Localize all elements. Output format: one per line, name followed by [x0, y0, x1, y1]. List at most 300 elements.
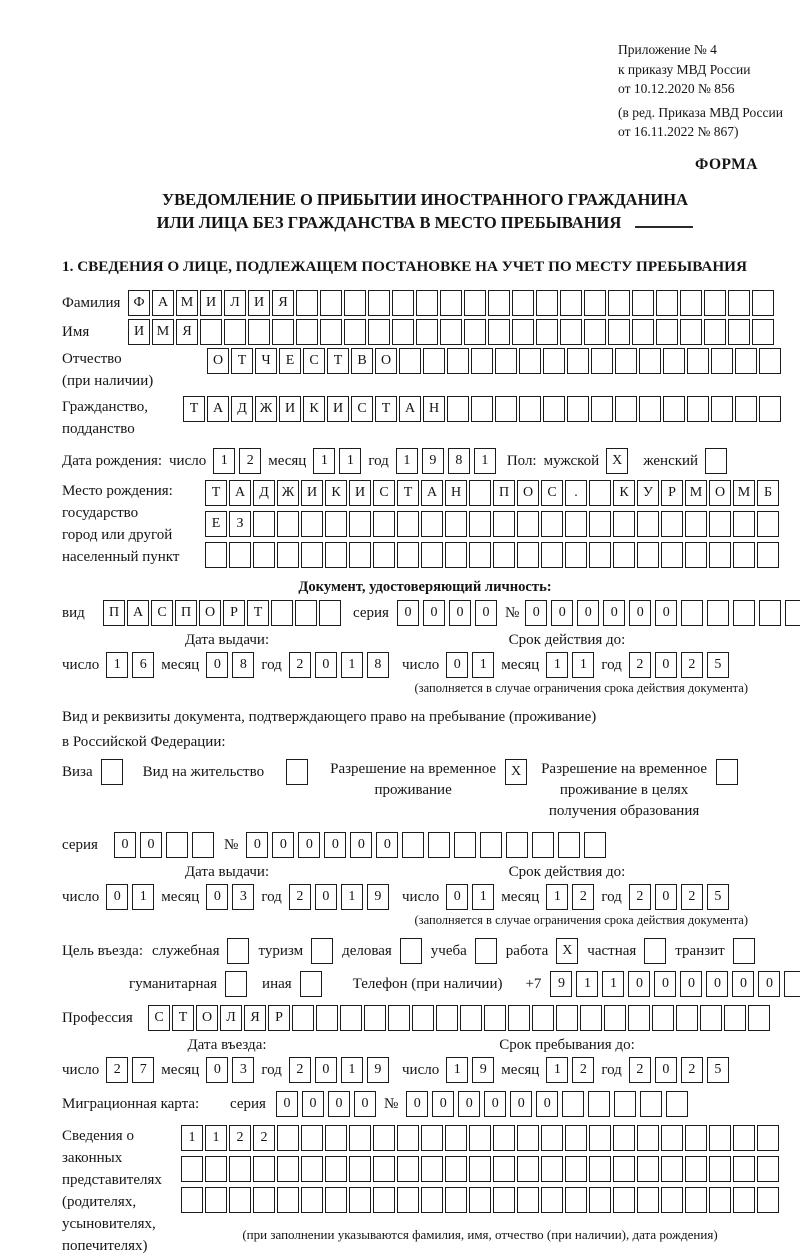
char-cell[interactable]	[565, 1156, 587, 1182]
char-cell[interactable]	[325, 1187, 347, 1213]
char-cell[interactable]: Т	[397, 480, 419, 506]
char-cell[interactable]	[632, 319, 654, 345]
char-cell[interactable]	[480, 832, 502, 858]
representatives-cells-1[interactable]	[181, 1125, 779, 1151]
char-cell[interactable]	[759, 600, 781, 626]
char-cell[interactable]	[506, 832, 528, 858]
char-cell[interactable]: 1	[339, 448, 361, 474]
char-cell[interactable]	[349, 1125, 371, 1151]
char-cell[interactable]: 0	[206, 1057, 228, 1083]
char-cell[interactable]: Т	[183, 396, 205, 422]
sex-female-checkbox[interactable]	[705, 448, 727, 474]
char-cell[interactable]	[484, 1005, 506, 1031]
char-cell[interactable]: 0	[206, 884, 228, 910]
char-cell[interactable]: К	[303, 396, 325, 422]
char-cell[interactable]	[543, 348, 565, 374]
stay-issue-month-cells[interactable]	[206, 884, 254, 910]
char-cell[interactable]	[757, 511, 779, 537]
char-cell[interactable]	[656, 319, 678, 345]
char-cell[interactable]	[229, 542, 251, 568]
char-cell[interactable]: 0	[272, 832, 294, 858]
birth-day-cells[interactable]	[213, 448, 261, 474]
char-cell[interactable]: 2	[629, 1057, 651, 1083]
char-cell[interactable]	[464, 319, 486, 345]
char-cell[interactable]	[748, 1005, 770, 1031]
char-cell[interactable]	[517, 542, 539, 568]
char-cell[interactable]	[687, 396, 709, 422]
char-cell[interactable]	[536, 319, 558, 345]
char-cell[interactable]	[373, 1156, 395, 1182]
char-cell[interactable]	[301, 1156, 323, 1182]
profession-cells[interactable]	[148, 1005, 770, 1031]
char-cell[interactable]	[639, 348, 661, 374]
char-cell[interactable]	[661, 511, 683, 537]
char-cell[interactable]: 3	[232, 1057, 254, 1083]
char-cell[interactable]	[733, 1156, 755, 1182]
citizenship-cells[interactable]	[183, 396, 781, 422]
char-cell[interactable]	[687, 348, 709, 374]
char-cell[interactable]: 0	[628, 971, 650, 997]
char-cell[interactable]	[421, 511, 443, 537]
char-cell[interactable]	[488, 319, 510, 345]
char-cell[interactable]: С	[373, 480, 395, 506]
char-cell[interactable]: 0	[655, 600, 677, 626]
char-cell[interactable]	[733, 1187, 755, 1213]
char-cell[interactable]: П	[103, 600, 125, 626]
birth-year-cells[interactable]	[396, 448, 496, 474]
char-cell[interactable]: 0	[655, 1057, 677, 1083]
char-cell[interactable]	[584, 832, 606, 858]
char-cell[interactable]	[181, 1156, 203, 1182]
char-cell[interactable]	[253, 542, 275, 568]
char-cell[interactable]	[320, 319, 342, 345]
char-cell[interactable]: К	[613, 480, 635, 506]
char-cell[interactable]	[661, 1125, 683, 1151]
char-cell[interactable]	[493, 1125, 515, 1151]
char-cell[interactable]: Р	[223, 600, 245, 626]
char-cell[interactable]	[325, 1156, 347, 1182]
char-cell[interactable]: 2	[239, 448, 261, 474]
char-cell[interactable]	[565, 1187, 587, 1213]
char-cell[interactable]	[709, 1187, 731, 1213]
char-cell[interactable]	[613, 1125, 635, 1151]
char-cell[interactable]: 0	[106, 884, 128, 910]
purpose-study-checkbox[interactable]	[475, 938, 497, 964]
char-cell[interactable]: 0	[376, 832, 398, 858]
char-cell[interactable]	[685, 1125, 707, 1151]
char-cell[interactable]	[325, 542, 347, 568]
char-cell[interactable]	[728, 319, 750, 345]
migration-number-cells[interactable]	[406, 1091, 688, 1117]
char-cell[interactable]: А	[399, 396, 421, 422]
char-cell[interactable]	[397, 542, 419, 568]
id-issue-month-cells[interactable]	[206, 652, 254, 678]
char-cell[interactable]	[205, 1156, 227, 1182]
char-cell[interactable]: 1	[396, 448, 418, 474]
char-cell[interactable]: Д	[253, 480, 275, 506]
char-cell[interactable]: 2	[681, 652, 703, 678]
char-cell[interactable]: 0	[475, 600, 497, 626]
char-cell[interactable]	[277, 511, 299, 537]
stay-doc-series-cells[interactable]	[114, 832, 214, 858]
char-cell[interactable]: П	[493, 480, 515, 506]
char-cell[interactable]	[541, 1187, 563, 1213]
char-cell[interactable]: 2	[229, 1125, 251, 1151]
migration-series-cells[interactable]	[276, 1091, 376, 1117]
temp-residence-edu-checkbox[interactable]	[716, 759, 738, 785]
char-cell[interactable]	[541, 511, 563, 537]
char-cell[interactable]: 0	[246, 832, 268, 858]
char-cell[interactable]	[319, 600, 341, 626]
char-cell[interactable]	[166, 832, 188, 858]
char-cell[interactable]	[397, 511, 419, 537]
char-cell[interactable]	[589, 1156, 611, 1182]
char-cell[interactable]: 1	[341, 652, 363, 678]
char-cell[interactable]	[728, 290, 750, 316]
char-cell[interactable]	[493, 1187, 515, 1213]
id-doc-kind-cells[interactable]	[103, 600, 341, 626]
char-cell[interactable]	[685, 511, 707, 537]
char-cell[interactable]	[440, 319, 462, 345]
char-cell[interactable]	[469, 1187, 491, 1213]
char-cell[interactable]: 1	[181, 1125, 203, 1151]
char-cell[interactable]	[447, 396, 469, 422]
char-cell[interactable]	[471, 396, 493, 422]
char-cell[interactable]	[565, 1125, 587, 1151]
char-cell[interactable]: 0	[432, 1091, 454, 1117]
char-cell[interactable]	[493, 542, 515, 568]
char-cell[interactable]: Я	[244, 1005, 266, 1031]
char-cell[interactable]: 2	[681, 884, 703, 910]
char-cell[interactable]	[399, 348, 421, 374]
char-cell[interactable]	[663, 348, 685, 374]
char-cell[interactable]: 0	[315, 652, 337, 678]
char-cell[interactable]: Б	[757, 480, 779, 506]
char-cell[interactable]	[325, 1125, 347, 1151]
char-cell[interactable]: 2	[289, 884, 311, 910]
char-cell[interactable]	[397, 1187, 419, 1213]
char-cell[interactable]	[541, 1156, 563, 1182]
char-cell[interactable]	[532, 1005, 554, 1031]
char-cell[interactable]: Т	[205, 480, 227, 506]
char-cell[interactable]	[560, 290, 582, 316]
char-cell[interactable]: У	[637, 480, 659, 506]
char-cell[interactable]: 0	[536, 1091, 558, 1117]
char-cell[interactable]: 9	[550, 971, 572, 997]
char-cell[interactable]	[661, 1187, 683, 1213]
char-cell[interactable]: О	[517, 480, 539, 506]
char-cell[interactable]: .	[565, 480, 587, 506]
char-cell[interactable]	[733, 542, 755, 568]
entry-year-cells[interactable]	[289, 1057, 389, 1083]
id-issue-day-cells[interactable]	[106, 652, 154, 678]
char-cell[interactable]: Н	[423, 396, 445, 422]
char-cell[interactable]: 6	[132, 652, 154, 678]
char-cell[interactable]	[181, 1187, 203, 1213]
char-cell[interactable]: 2	[289, 652, 311, 678]
char-cell[interactable]	[205, 1187, 227, 1213]
char-cell[interactable]	[493, 511, 515, 537]
char-cell[interactable]	[666, 1091, 688, 1117]
char-cell[interactable]: 1	[602, 971, 624, 997]
char-cell[interactable]	[613, 1187, 635, 1213]
stay-until-month-cells[interactable]	[546, 1057, 594, 1083]
surname-cells[interactable]	[128, 290, 774, 316]
char-cell[interactable]: Р	[661, 480, 683, 506]
char-cell[interactable]: 0	[406, 1091, 428, 1117]
char-cell[interactable]: И	[301, 480, 323, 506]
char-cell[interactable]	[344, 319, 366, 345]
purpose-work-checkbox[interactable]: X	[556, 938, 578, 964]
temp-residence-checkbox[interactable]: X	[505, 759, 527, 785]
char-cell[interactable]	[637, 1156, 659, 1182]
char-cell[interactable]	[661, 542, 683, 568]
char-cell[interactable]	[680, 319, 702, 345]
char-cell[interactable]: С	[351, 396, 373, 422]
char-cell[interactable]	[392, 319, 414, 345]
char-cell[interactable]	[373, 1187, 395, 1213]
char-cell[interactable]	[512, 319, 534, 345]
char-cell[interactable]	[733, 1125, 755, 1151]
char-cell[interactable]: 0	[629, 600, 651, 626]
char-cell[interactable]: Ч	[255, 348, 277, 374]
char-cell[interactable]	[604, 1005, 626, 1031]
char-cell[interactable]: 0	[446, 652, 468, 678]
char-cell[interactable]	[349, 511, 371, 537]
char-cell[interactable]	[192, 832, 214, 858]
char-cell[interactable]: 1	[205, 1125, 227, 1151]
char-cell[interactable]: 0	[449, 600, 471, 626]
char-cell[interactable]	[277, 1187, 299, 1213]
char-cell[interactable]: 1	[546, 1057, 568, 1083]
char-cell[interactable]: 9	[367, 1057, 389, 1083]
char-cell[interactable]	[608, 319, 630, 345]
char-cell[interactable]: Я	[176, 319, 198, 345]
char-cell[interactable]: 8	[448, 448, 470, 474]
char-cell[interactable]: 1	[572, 652, 594, 678]
char-cell[interactable]	[253, 1187, 275, 1213]
char-cell[interactable]	[735, 348, 757, 374]
char-cell[interactable]: З	[229, 511, 251, 537]
char-cell[interactable]	[661, 1156, 683, 1182]
char-cell[interactable]	[752, 319, 774, 345]
char-cell[interactable]: Я	[272, 290, 294, 316]
char-cell[interactable]	[397, 1156, 419, 1182]
char-cell[interactable]: 2	[572, 884, 594, 910]
char-cell[interactable]	[454, 832, 476, 858]
char-cell[interactable]	[460, 1005, 482, 1031]
stay-doc-number-cells[interactable]	[246, 832, 606, 858]
char-cell[interactable]	[447, 348, 469, 374]
char-cell[interactable]: Т	[375, 396, 397, 422]
char-cell[interactable]	[663, 396, 685, 422]
char-cell[interactable]	[680, 290, 702, 316]
char-cell[interactable]: 2	[681, 1057, 703, 1083]
char-cell[interactable]	[271, 600, 293, 626]
char-cell[interactable]	[613, 542, 635, 568]
char-cell[interactable]	[757, 1125, 779, 1151]
char-cell[interactable]	[200, 319, 222, 345]
char-cell[interactable]: 1	[474, 448, 496, 474]
char-cell[interactable]: Ж	[255, 396, 277, 422]
char-cell[interactable]: 1	[546, 652, 568, 678]
char-cell[interactable]	[224, 319, 246, 345]
char-cell[interactable]	[301, 1187, 323, 1213]
char-cell[interactable]	[562, 1091, 584, 1117]
char-cell[interactable]	[711, 396, 733, 422]
char-cell[interactable]: 2	[629, 884, 651, 910]
char-cell[interactable]	[488, 290, 510, 316]
char-cell[interactable]	[412, 1005, 434, 1031]
char-cell[interactable]	[752, 290, 774, 316]
char-cell[interactable]	[517, 1125, 539, 1151]
char-cell[interactable]	[584, 319, 606, 345]
char-cell[interactable]: 8	[232, 652, 254, 678]
char-cell[interactable]	[428, 832, 450, 858]
char-cell[interactable]: 0	[525, 600, 547, 626]
char-cell[interactable]: 0	[114, 832, 136, 858]
representatives-cells-3[interactable]	[181, 1187, 779, 1213]
char-cell[interactable]	[757, 542, 779, 568]
char-cell[interactable]	[637, 1187, 659, 1213]
char-cell[interactable]: 9	[367, 884, 389, 910]
char-cell[interactable]	[445, 511, 467, 537]
char-cell[interactable]: И	[327, 396, 349, 422]
char-cell[interactable]: М	[176, 290, 198, 316]
char-cell[interactable]	[296, 319, 318, 345]
char-cell[interactable]: В	[351, 348, 373, 374]
char-cell[interactable]	[205, 542, 227, 568]
char-cell[interactable]: 0	[732, 971, 754, 997]
char-cell[interactable]	[229, 1156, 251, 1182]
char-cell[interactable]	[421, 542, 443, 568]
char-cell[interactable]	[301, 1125, 323, 1151]
char-cell[interactable]: 2	[629, 652, 651, 678]
char-cell[interactable]: 9	[422, 448, 444, 474]
char-cell[interactable]	[301, 511, 323, 537]
char-cell[interactable]: 0	[654, 971, 676, 997]
char-cell[interactable]: О	[709, 480, 731, 506]
char-cell[interactable]: О	[199, 600, 221, 626]
patronymic-cells[interactable]	[207, 348, 781, 374]
char-cell[interactable]	[709, 1156, 731, 1182]
char-cell[interactable]	[639, 396, 661, 422]
char-cell[interactable]	[519, 348, 541, 374]
char-cell[interactable]	[709, 542, 731, 568]
char-cell[interactable]: И	[248, 290, 270, 316]
char-cell[interactable]: 0	[423, 600, 445, 626]
char-cell[interactable]	[589, 480, 611, 506]
char-cell[interactable]	[469, 1156, 491, 1182]
char-cell[interactable]: 0	[354, 1091, 376, 1117]
char-cell[interactable]: 1	[472, 652, 494, 678]
char-cell[interactable]: 1	[341, 884, 363, 910]
char-cell[interactable]: 1	[106, 652, 128, 678]
char-cell[interactable]	[364, 1005, 386, 1031]
char-cell[interactable]: М	[152, 319, 174, 345]
char-cell[interactable]: 0	[655, 652, 677, 678]
char-cell[interactable]: И	[279, 396, 301, 422]
char-cell[interactable]	[580, 1005, 602, 1031]
char-cell[interactable]	[632, 290, 654, 316]
char-cell[interactable]	[519, 396, 541, 422]
char-cell[interactable]	[517, 511, 539, 537]
char-cell[interactable]: А	[207, 396, 229, 422]
char-cell[interactable]	[248, 319, 270, 345]
char-cell[interactable]	[709, 1125, 731, 1151]
char-cell[interactable]: 0	[551, 600, 573, 626]
char-cell[interactable]: 1	[341, 1057, 363, 1083]
char-cell[interactable]	[349, 1187, 371, 1213]
char-cell[interactable]: 8	[367, 652, 389, 678]
char-cell[interactable]: И	[349, 480, 371, 506]
char-cell[interactable]	[652, 1005, 674, 1031]
birth-place-cells-2[interactable]	[205, 511, 779, 537]
char-cell[interactable]	[373, 511, 395, 537]
char-cell[interactable]	[784, 971, 800, 997]
char-cell[interactable]: 0	[324, 832, 346, 858]
char-cell[interactable]	[277, 542, 299, 568]
char-cell[interactable]	[541, 542, 563, 568]
char-cell[interactable]: О	[196, 1005, 218, 1031]
char-cell[interactable]: 0	[603, 600, 625, 626]
char-cell[interactable]	[423, 348, 445, 374]
char-cell[interactable]	[397, 1125, 419, 1151]
char-cell[interactable]: 0	[276, 1091, 298, 1117]
char-cell[interactable]: С	[148, 1005, 170, 1031]
char-cell[interactable]: 0	[397, 600, 419, 626]
purpose-official-checkbox[interactable]	[227, 938, 249, 964]
char-cell[interactable]	[340, 1005, 362, 1031]
char-cell[interactable]	[608, 290, 630, 316]
char-cell[interactable]	[349, 1156, 371, 1182]
char-cell[interactable]	[469, 480, 491, 506]
char-cell[interactable]	[709, 511, 731, 537]
char-cell[interactable]	[508, 1005, 530, 1031]
id-valid-day-cells[interactable]	[446, 652, 494, 678]
char-cell[interactable]	[301, 542, 323, 568]
char-cell[interactable]: 2	[572, 1057, 594, 1083]
char-cell[interactable]	[532, 832, 554, 858]
char-cell[interactable]: 0	[758, 971, 780, 997]
char-cell[interactable]	[711, 348, 733, 374]
char-cell[interactable]	[785, 600, 800, 626]
char-cell[interactable]	[471, 348, 493, 374]
char-cell[interactable]	[615, 396, 637, 422]
id-valid-month-cells[interactable]	[546, 652, 594, 678]
char-cell[interactable]	[517, 1156, 539, 1182]
char-cell[interactable]: Ж	[277, 480, 299, 506]
char-cell[interactable]	[759, 348, 781, 374]
char-cell[interactable]	[416, 319, 438, 345]
char-cell[interactable]: 0	[706, 971, 728, 997]
char-cell[interactable]: А	[421, 480, 443, 506]
char-cell[interactable]	[589, 1125, 611, 1151]
char-cell[interactable]	[614, 1091, 636, 1117]
id-issue-year-cells[interactable]	[289, 652, 389, 678]
char-cell[interactable]: 0	[315, 1057, 337, 1083]
char-cell[interactable]: 0	[328, 1091, 350, 1117]
char-cell[interactable]: И	[128, 319, 150, 345]
char-cell[interactable]	[704, 319, 726, 345]
char-cell[interactable]	[656, 290, 678, 316]
char-cell[interactable]: 0	[655, 884, 677, 910]
purpose-transit-checkbox[interactable]	[733, 938, 755, 964]
char-cell[interactable]: 5	[707, 1057, 729, 1083]
char-cell[interactable]	[445, 1156, 467, 1182]
char-cell[interactable]	[556, 1005, 578, 1031]
char-cell[interactable]: 5	[707, 652, 729, 678]
